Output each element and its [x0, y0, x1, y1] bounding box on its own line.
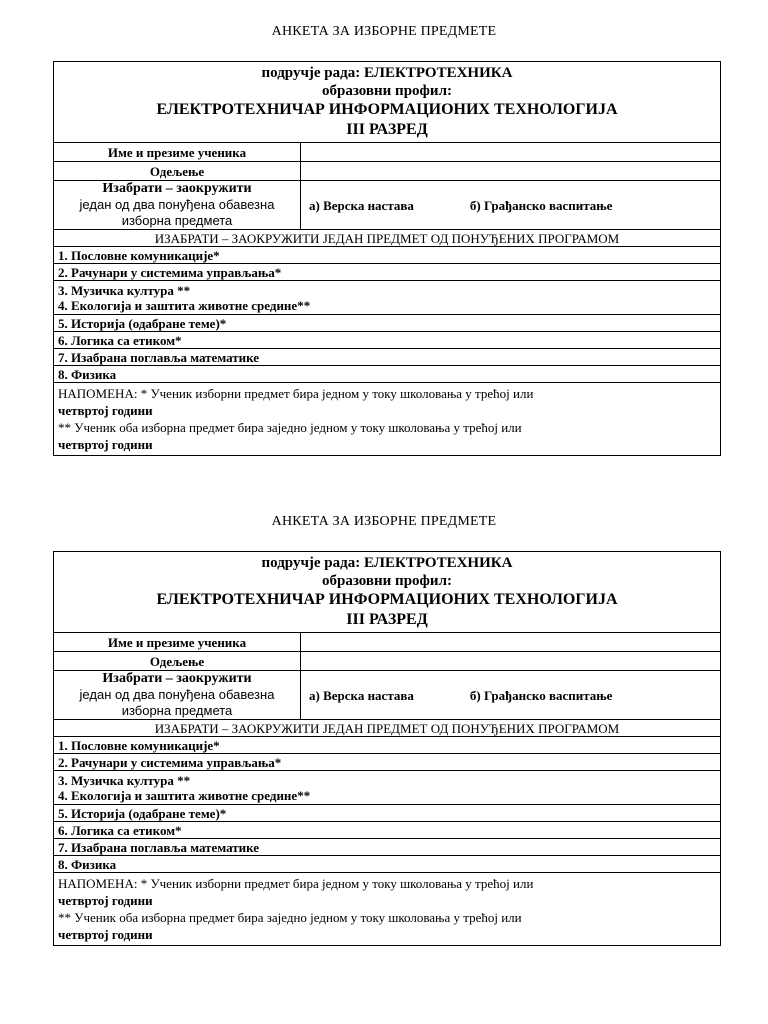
elective-item[interactable]: 8. Физика — [54, 856, 721, 873]
elective-item[interactable]: 4. Екологија и заштита животне средине** — [58, 787, 311, 803]
document-title: АНКЕТА ЗА ИЗБОРНЕ ПРЕДМЕТЕ — [271, 514, 497, 529]
elective-item[interactable]: 6. Логика са етиком* — [54, 822, 721, 839]
class-label: Одељење — [54, 652, 301, 671]
note-line: четвртој години — [58, 893, 153, 908]
document-title: АНКЕТА ЗА ИЗБОРНЕ ПРЕДМЕТЕ — [271, 24, 497, 39]
note-block — [54, 873, 721, 946]
elective-item[interactable]: 1. Пословне комуникације* — [54, 737, 721, 754]
student-name-label: Име и презиме ученика — [54, 143, 301, 162]
education-profile-label: образовни профил: — [322, 83, 452, 99]
elective-item[interactable]: 3. Музичка култура ** — [58, 282, 191, 298]
mandatory-choice-label — [54, 671, 301, 720]
option-religious-education[interactable]: а) Верска настава — [309, 687, 414, 703]
elective-item[interactable]: 5. Историја (одабране теме)* — [54, 805, 721, 822]
option-religious-education[interactable]: а) Верска настава — [309, 197, 414, 213]
survey-table — [53, 61, 721, 456]
elective-item[interactable]: 3. Музичка култура ** — [58, 772, 191, 788]
student-name-label: Име и презиме ученика — [54, 633, 301, 652]
elective-section-title: ИЗАБРАТИ – ЗАОКРУЖИТИ ЈЕДАН ПРЕДМЕТ ОД ПОНУЂЕНИХ ПРОГРАМОМ — [54, 720, 721, 737]
note-line: четвртој години — [58, 403, 153, 418]
note-line: четвртој години — [58, 437, 153, 452]
form-header — [54, 552, 721, 633]
elective-item[interactable]: 2. Рачунари у системима управљања* — [54, 264, 721, 281]
option-civic-education[interactable]: б) Грађанско васпитање — [469, 687, 613, 703]
mandatory-choice-desc-1: један од два понуђена обавезна — [79, 197, 275, 212]
note-line: НАПОМЕНА: * Ученик изборни предмет бира једном у току школовања у трећој или — [58, 876, 534, 891]
elective-item-group — [54, 281, 721, 315]
mandatory-choice-instruction: Изабрати – заокружити — [102, 671, 252, 686]
elective-item[interactable]: 2. Рачунари у системима управљања* — [54, 754, 721, 771]
note-line: ** Ученик оба изборна предмет бира заједно једном у току школовања у трећој или — [58, 910, 522, 925]
grade: III РАЗРЕД — [346, 611, 428, 628]
note-line: четвртој години — [58, 927, 153, 942]
class-field[interactable] — [301, 652, 721, 671]
note-line: НАПОМЕНА: * Ученик изборни предмет бира једном у току школовања у трећој или — [58, 386, 534, 401]
mandatory-choice-instruction: Изабрати – заокружити — [102, 181, 252, 196]
class-label: Одељење — [54, 162, 301, 181]
mandatory-choice-desc-2: изборна предмета — [121, 703, 233, 718]
form-header — [54, 62, 721, 143]
elective-item[interactable]: 4. Екологија и заштита животне средине** — [58, 297, 311, 313]
mandatory-choice-options — [301, 181, 721, 230]
elective-item[interactable]: 7. Изабрана поглавља математике — [54, 349, 721, 366]
note-block — [54, 383, 721, 456]
student-name-field[interactable] — [301, 143, 721, 162]
education-profile: ЕЛЕКТРОТЕХНИЧАР ИНФОРМАЦИОНИХ ТЕХНОЛОГИЈА — [156, 101, 618, 118]
grade: III РАЗРЕД — [346, 121, 428, 138]
elective-item[interactable]: 1. Пословне комуникације* — [54, 247, 721, 264]
mandatory-choice-label — [54, 181, 301, 230]
field-of-work: подручје рада: ЕЛЕКТРОТЕХНИКА — [261, 65, 513, 81]
elective-section-title: ИЗАБРАТИ – ЗАОКРУЖИТИ ЈЕДАН ПРЕДМЕТ ОД ПОНУЂЕНИХ ПРОГРАМОМ — [54, 230, 721, 247]
elective-item-group — [54, 771, 721, 805]
option-civic-education[interactable]: б) Грађанско васпитање — [469, 197, 613, 213]
survey-table — [53, 551, 721, 946]
note-line: ** Ученик оба изборна предмет бира заједно једном у току школовања у трећој или — [58, 420, 522, 435]
elective-item[interactable]: 7. Изабрана поглавља математике — [54, 839, 721, 856]
field-of-work: подручје рада: ЕЛЕКТРОТЕХНИКА — [261, 555, 513, 571]
education-profile: ЕЛЕКТРОТЕХНИЧАР ИНФОРМАЦИОНИХ ТЕХНОЛОГИЈА — [156, 591, 618, 608]
mandatory-choice-desc-1: један од два понуђена обавезна — [79, 687, 275, 702]
elective-item[interactable]: 5. Историја (одабране теме)* — [54, 315, 721, 332]
education-profile-label: образовни профил: — [322, 573, 452, 589]
mandatory-choice-desc-2: изборна предмета — [121, 213, 233, 228]
elective-item[interactable]: 8. Физика — [54, 366, 721, 383]
elective-item[interactable]: 6. Логика са етиком* — [54, 332, 721, 349]
student-name-field[interactable] — [301, 633, 721, 652]
mandatory-choice-options — [301, 671, 721, 720]
class-field[interactable] — [301, 162, 721, 181]
